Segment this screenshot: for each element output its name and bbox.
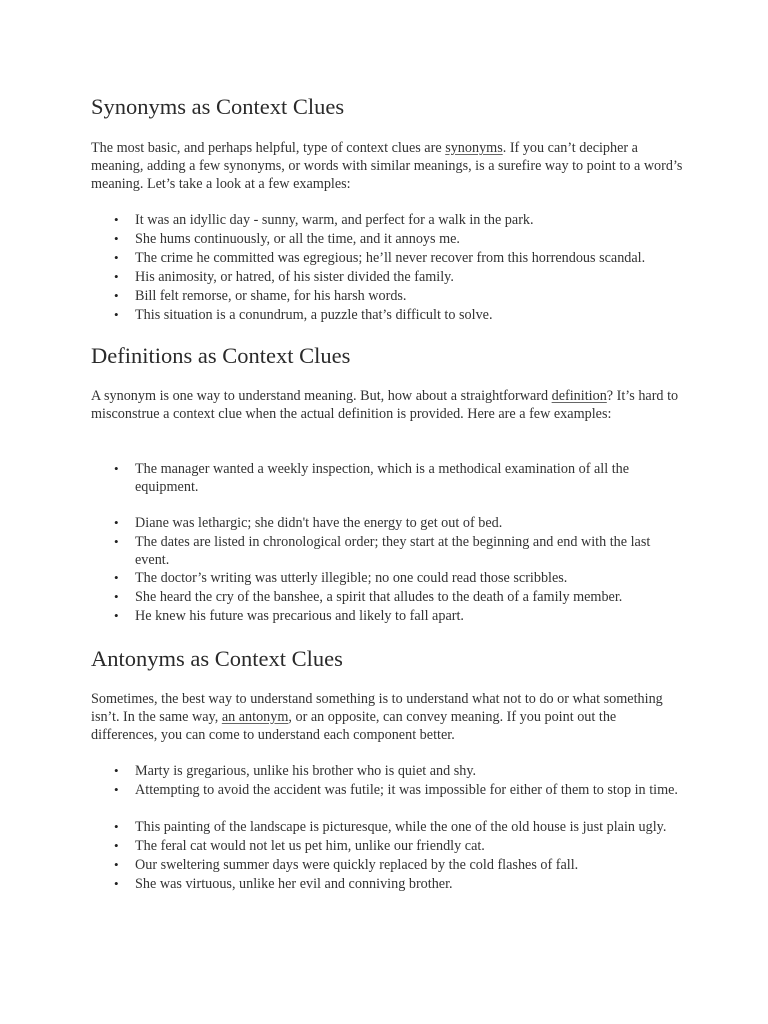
- bullet-icon: •: [114, 763, 119, 778]
- bullet-icon: •: [114, 269, 119, 284]
- heading-synonyms: Synonyms as Context Clues: [91, 94, 345, 119]
- list-item-text: Diane was lethargic; she didn't have the energy to get out of bed.: [135, 515, 503, 531]
- bullet-icon: •: [114, 819, 119, 834]
- list-item: [114, 514, 684, 533]
- paragraph-antonyms-intro: [91, 690, 683, 744]
- list-item: [114, 569, 684, 588]
- list-item-text: She hums continuously, or all the time, and it annoys me.: [135, 231, 460, 247]
- bullet-icon: •: [114, 838, 119, 853]
- list-item: [114, 306, 684, 325]
- heading-definitions: Definitions as Context Clues: [91, 343, 351, 368]
- list-item-text: She was virtuous, unlike her evil and conniving brother.: [135, 876, 453, 892]
- bullet-icon: •: [114, 250, 119, 265]
- list-item-text: This situation is a conundrum, a puzzle that’s difficult to solve.: [135, 307, 493, 323]
- intro-text: The most basic, and perhaps helpful, type of context clues are: [91, 140, 446, 156]
- heading-antonyms: Antonyms as Context Clues: [91, 646, 343, 671]
- bullet-icon: •: [114, 212, 119, 227]
- antonym-link[interactable]: an antonym: [221, 709, 289, 725]
- list-item-text: The dates are listed in chronological order; they start at the beginning and end with the last event.: [135, 534, 651, 568]
- list-item-text: He knew his future was precarious and likely to fall apart.: [135, 608, 464, 624]
- definition-link[interactable]: definition: [551, 388, 607, 404]
- list-item: [114, 249, 684, 268]
- intro-text: ? It’s hard to misconstrue a context clue when the actual definition is provided. Here are a few examples:: [91, 388, 679, 422]
- bullet-icon: •: [114, 570, 119, 585]
- definitions-example-list: [114, 460, 684, 626]
- bullet-icon: •: [114, 307, 119, 322]
- list-item-text: The doctor’s writing was utterly illegible; no one could read those scribbles.: [135, 570, 568, 586]
- bullet-icon: •: [114, 534, 119, 549]
- list-item: [114, 533, 684, 569]
- list-item-text: This painting of the landscape is picturesque, while the one of the old house is just plain ugly.: [135, 819, 667, 835]
- list-item-text: She heard the cry of the banshee, a spirit that alludes to the death of a family member.: [135, 589, 623, 605]
- list-item: [114, 211, 684, 230]
- bullet-icon: •: [114, 782, 119, 797]
- list-item: [114, 287, 684, 306]
- list-item-text: Our sweltering summer days were quickly replaced by the cold flashes of fall.: [135, 857, 579, 873]
- paragraph-synonyms-intro: [91, 139, 683, 193]
- list-item-text: The feral cat would not let us pet him, unlike our friendly cat.: [135, 838, 485, 854]
- bullet-icon: •: [114, 288, 119, 303]
- list-item: [114, 268, 684, 287]
- list-item: [114, 230, 684, 249]
- bullet-icon: •: [114, 589, 119, 604]
- antonyms-example-list: [114, 762, 684, 894]
- intro-text: , or an opposite, can convey meaning. If you point out the differences, you can come to understand each component better.: [91, 709, 617, 743]
- list-item: [114, 762, 684, 781]
- intro-text: A synonym is one way to understand meaning. But, how about a straightforward: [91, 388, 552, 404]
- list-item-text: The manager wanted a weekly inspection, which is a methodical examination of all the equipment.: [135, 461, 630, 495]
- list-item: [114, 588, 684, 607]
- paragraph-definitions-intro: [91, 387, 683, 423]
- list-item: [114, 818, 684, 837]
- list-item-text: Bill felt remorse, or shame, for his harsh words.: [135, 288, 407, 304]
- bullet-icon: •: [114, 461, 119, 476]
- list-item-text: It was an idyllic day - sunny, warm, and perfect for a walk in the park.: [135, 212, 534, 228]
- list-item-text: His animosity, or hatred, of his sister divided the family.: [135, 269, 454, 285]
- bullet-icon: •: [114, 231, 119, 246]
- list-item: [114, 460, 684, 496]
- list-item-text: Attempting to avoid the accident was futile; it was impossible for either of them to stop in time.: [135, 782, 678, 798]
- bullet-icon: •: [114, 857, 119, 872]
- intro-text: Sometimes, the best way to understand something is to understand what not to do or what something isn’t. In the same way,: [91, 691, 663, 725]
- list-item: [114, 856, 684, 875]
- list-item-text: The crime he committed was egregious; he’ll never recover from this horrendous scandal.: [135, 250, 646, 266]
- list-item: [114, 837, 684, 856]
- list-item: [114, 781, 684, 800]
- bullet-icon: •: [114, 876, 119, 891]
- synonyms-example-list: [114, 211, 684, 325]
- list-item-text: Marty is gregarious, unlike his brother who is quiet and shy.: [135, 763, 477, 779]
- intro-text: . If you can’t decipher a meaning, adding a few synonyms, or words with similar meanings, is a surefire way to point to a word’s meaning. Let’s take a look at a few examples:: [91, 140, 683, 192]
- bullet-icon: •: [114, 608, 119, 623]
- synonyms-link[interactable]: synonyms: [445, 140, 503, 156]
- list-item: [114, 607, 684, 626]
- list-item: [114, 875, 684, 894]
- bullet-icon: •: [114, 515, 119, 530]
